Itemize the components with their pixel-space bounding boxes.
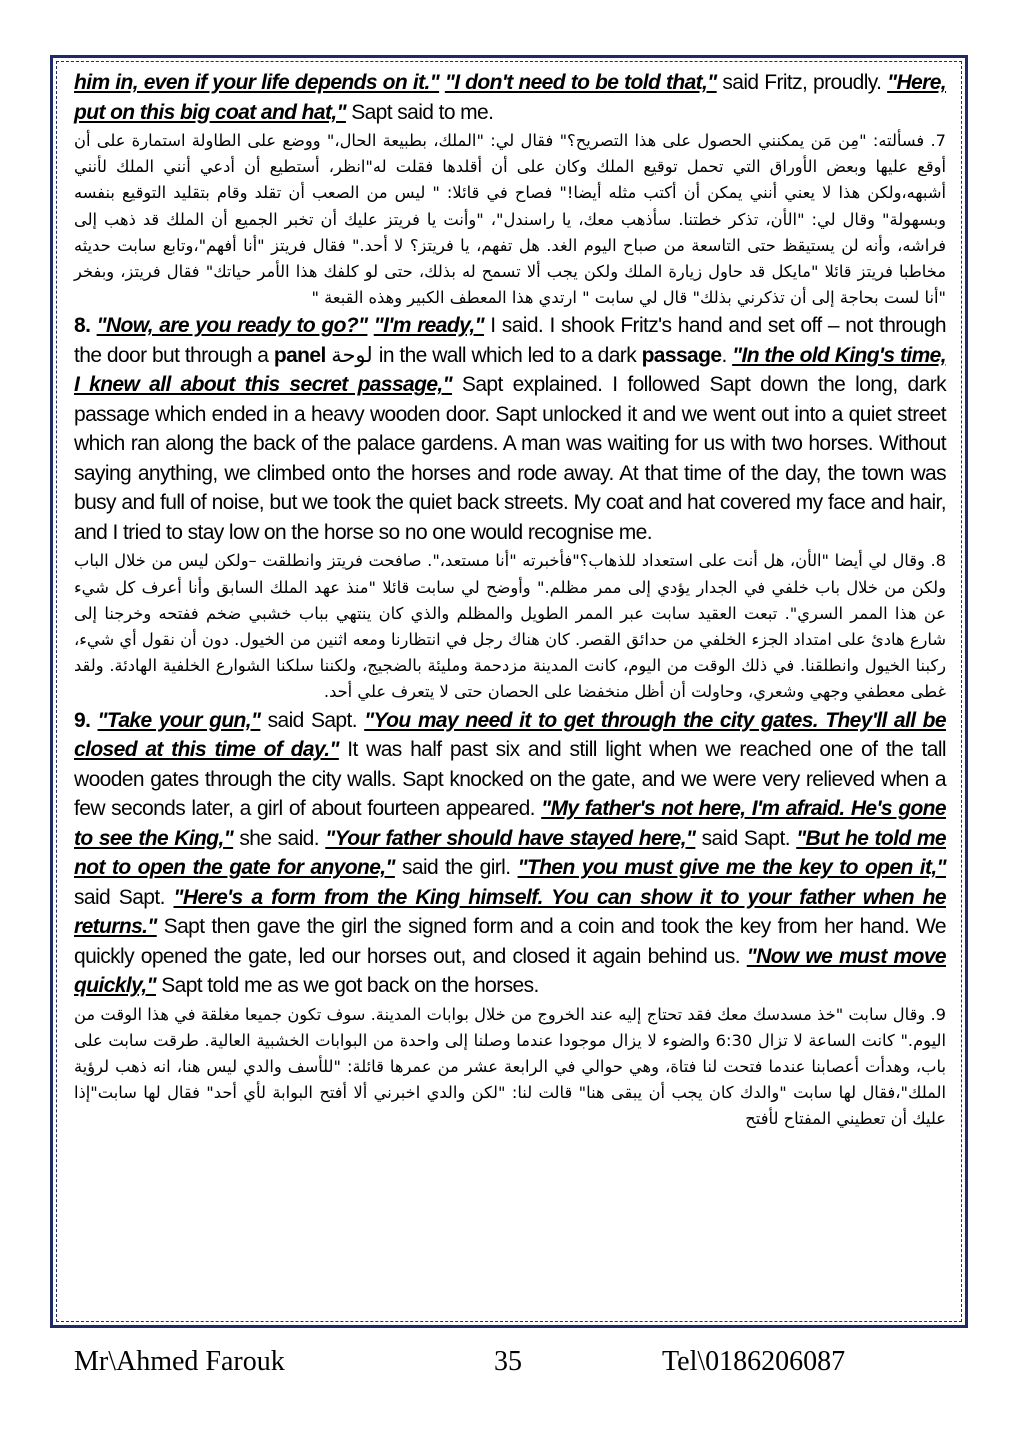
english-paragraph-8: 8. "Now, are you ready to go?" "I'm ready," I said. I shook Fritz's hand and set off – not through the door but through a panel لوحة in the wall which led to a dark passage. "In the old King's time, I knew all about this secret passage," Sapt explained. I followed Sapt down the long, dark passage which ended in a heavy wooden door. Sapt unlocked it and we went out into a quiet street which ran along the back of the palace gardens. A man was waiting for us with two horses. Without saying anything, we climbed onto the horses and rode away. At that time of the day, the town was busy and full of noise, but we took the quiet back streets. My coat and hat covered my face and hair, and I tried to stay low on the horse so no one would recognise me. [74, 314, 946, 544]
arabic-paragraph-9: 9. وقال سابت "خذ مسدسك معك فقد تحتاج إليه عند الخروج من خلال بوابات المدينة. سوف تكون جميعا مغلقة في هذا الوقت من اليوم." كانت الساعة لا تزال 6:30 والضوء لا يزال موجودا عندما وصلنا إلى واحدة من البوابات الخشبية العالية. طرقت سابت على باب، وهدأت أعصابنا عندما فتحت لنا فتاة، وهي حوالي في الرابعة عشر من عمرها قائلة: "للأسف والدي ليس هنا، انه ذهب لرؤية الملك"،فقال لها سابت "والدك كان يجب أن يبقى هنا" قالت لنا: "لكن والدي اخبرني ألا أفتح البوابة لأي أحد" فقال لها سابت"إذا عليك أن تعطيني المفتاح لأفتح [74, 1004, 946, 1129]
quote: "You may need it to get through the city gates. They'll all be closed at this time of day." [74, 708, 946, 762]
quote: "In the old King's time, I knew all about this secret passage," [74, 343, 946, 397]
english-paragraph-9: 9. "Take your gun," said Sapt. "You may need it to get through the city gates. They'll all be closed at this time of day." It was half past six and still light when we reached one of the tall wooden gates through the city walls. Sapt knocked on the gate, and we were very relieved when a few seconds later, a girl of about fourteen appeared. "My father's not here, I'm afraid. He's gone to see the King," she said. "Your father should have stayed here," said Sapt. "But he told me not to open the gate for anyone," said the girl. "Then you must give me the key to open it," said Sapt. "Here's a form from the King himself. You can show it to your father when he returns." Sapt then gave the girl the signed form and a coin and took the key from her hand. We quickly opened the gate, led our horses out, and closed it again behind us. "Now we must move quickly," Sapt told me as we got back on the horses. [74, 708, 946, 998]
page-footer [0, 1346, 1024, 1386]
quote: "Here's a form from the King himself. You can show it to your father when he returns." [74, 885, 946, 939]
quote: him in, even if your life depends on it." [74, 71, 440, 94]
footer-phone: Tel\0186206087 [662, 1346, 846, 1377]
quote: "I'm ready," [373, 314, 484, 338]
quote: "I don't need to be told that," [444, 71, 717, 94]
english-paragraph-continued: him in, even if your life depends on it." "I don't need to be told that," said Fritz, proudly. "Here, put on this big coat and hat," Sapt said to me. [74, 71, 947, 124]
quote: "Here, put on this big coat and hat," [74, 71, 947, 124]
quote: "Now we must move quickly," [74, 944, 946, 998]
footer-author: Mr\Ahmed Farouk [74, 1346, 285, 1377]
footer-page-number: 35 [494, 1346, 522, 1377]
page-content [74, 68, 946, 1133]
quote: "Your father should have stayed here," [325, 826, 696, 850]
arabic-paragraph-8: 8. وقال لي أيضا "الأن، هل أنت على استعداد للذهاب؟"فأخبرته "أنا مستعد،". صافحت فريتز وانطلقت –ولكن ليس من خلال الباب ولكن من خلال باب خلفي في الجدار يؤدي إلى ممر مظلم." وأوضح لي سابت قائلا "منذ عهد الملك السابق وأنا أعرف كل شيء عن هذا الممر السري". تبعت العقيد سابت عبر الممر الطويل والمظلم والذي كان ينتهي بباب خشبي ضخم ففتحه وخرجنا إلى شارع هادئ على امتداد الجزء الخلفي من حدائق القصر. كان هناك رجل في انتظارنا ومعه اثنين من الخيول. دون أن نقول أي شيء، ركبنا الخيول وانطلقنا. في ذلك الوقت من اليوم، كانت المدينة مزدحمة ومليئة بالضجيج، ولكننا سلكنا الشوارع الخلفية الهادئة. ولقد غطى معطفي وجهي وشعري، وحاولت أن أظل منخفضا على الحصان حتى لا يتعرف علي أحد. [74, 551, 946, 702]
quote: "Take your gun," [97, 708, 261, 732]
quote: "Then you must give me the key to open it," [517, 856, 946, 880]
quote: "My father's not here, I'm afraid. He's gone to see the King," [74, 797, 946, 850]
quote: "But he told me not to open the gate for anyone," [74, 826, 946, 880]
quote: "Now, are you ready to go?" [96, 314, 368, 338]
vocab-word: panel [273, 343, 326, 367]
arabic-paragraph-7: 7. فسألته: "مِن مَن يمكنني الحصول على هذا التصريح؟" فقال لي: "الملك، بطبيعة الحال،" ووضع على الطاولة استمارة على أن أوقع عليها وبعض الأوراق التي تحمل توقيع الملك وكان على أن أقلدها فقلت له"انظر، أستطيع أن أدعي أنني الملك لأنني أشبهه،ولكن هذا لا يعني أنني يمكن أن أكتب مثله أيضا!" فصاح في قائلا: " ليس من الصعب أن تقلد وقام بتقليد التوقيع بنفسه وبسهولة" وقال لي: "الأن، تذكر خطتنا. سأذهب معك، يا راسندل"، "وأنت يا فريتز عليك أن تخبر الجميع أن الملك قد ذهب إلى فراشه، وأنه لن يستيقظ حتى التاسعة من صباح اليوم الغد. هل تفهم، يا فريتز؟ لا أحد." فقال فريتز "أنا أفهم"،وتابع سابت حديثه مخاطبا فريتز قائلا "مايكل قد حاول زيارة الملك ولكن يجب ألا تسمح له بذلك، حتى لو كلفك هذا الأمر حياتك" فقال فريتز، وبفخر "أنا لست بحاجة إلى أن تذكرني بذلك" قال لي سابت " ارتدي هذا المعطف الكبير وهذه القبعة " [74, 131, 946, 308]
vocab-word: passage [641, 343, 722, 367]
